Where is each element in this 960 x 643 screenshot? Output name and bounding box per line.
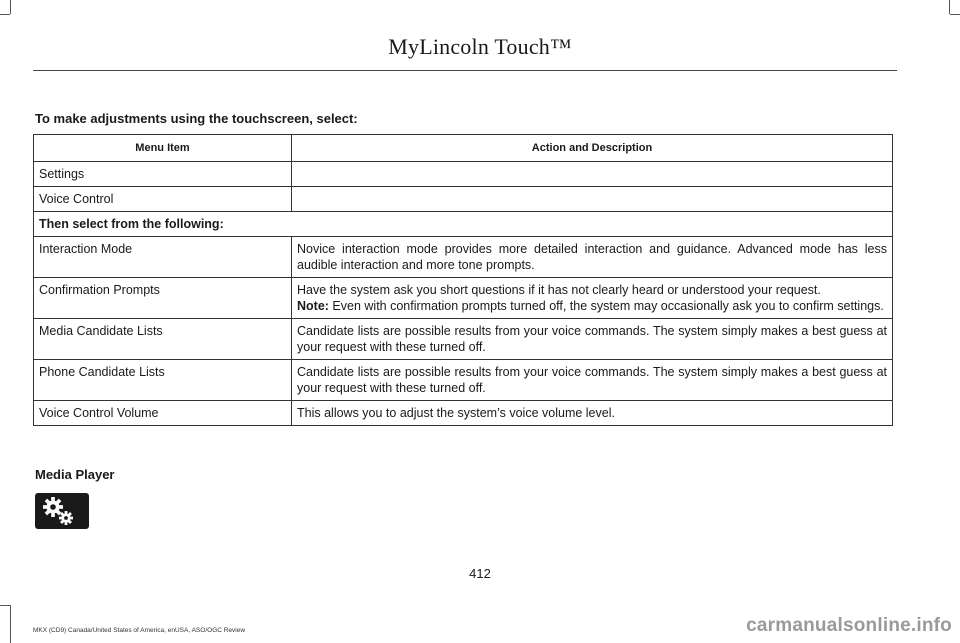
gears-icon xyxy=(35,493,89,529)
menu-item: Voice Control Volume xyxy=(34,401,292,426)
crop-mark xyxy=(949,0,950,14)
table-row xyxy=(34,162,893,187)
menu-table xyxy=(33,134,893,426)
section-heading: Media Player xyxy=(35,467,115,482)
table-header-row xyxy=(34,135,893,162)
empty-cell xyxy=(292,187,893,212)
item-description-cell xyxy=(292,278,893,319)
table-row xyxy=(34,237,893,278)
table-row xyxy=(34,319,893,360)
menu-item: Interaction Mode xyxy=(34,237,292,278)
header-divider xyxy=(33,70,897,71)
crop-mark xyxy=(950,14,960,15)
item-description: Candidate lists are possible results from your voice commands. The system simply makes a best guess at your request with these turned off. xyxy=(292,360,893,401)
table-section-row xyxy=(34,212,893,237)
section-row-label: Then select from the following: xyxy=(34,212,893,237)
settings-gears-icon xyxy=(35,493,89,529)
table-row xyxy=(34,401,893,426)
item-description: This allows you to adjust the system’s voice volume level. xyxy=(292,401,893,426)
table-row xyxy=(34,360,893,401)
watermark: carmanualsonline.info xyxy=(746,615,952,636)
note-label: Note: xyxy=(297,299,329,313)
table-row xyxy=(34,278,893,319)
menu-item-settings: Settings xyxy=(34,162,292,187)
menu-item-voice-control: Voice Control xyxy=(34,187,292,212)
note-text: Even with confirmation prompts turned off, the system may occasionally ask you to confirm settings. xyxy=(328,299,884,313)
item-description: Novice interaction mode provides more detailed interaction and guidance. Advanced mode has less audible interaction and more tone prompts. xyxy=(292,237,893,278)
intro-text: To make adjustments using the touchscreen, select: xyxy=(35,111,358,126)
menu-item: Phone Candidate Lists xyxy=(34,360,292,401)
empty-cell xyxy=(292,162,893,187)
column-header-menu-item: Menu Item xyxy=(34,135,292,162)
table-row xyxy=(34,187,893,212)
crop-mark xyxy=(10,0,11,14)
page-number: 412 xyxy=(469,566,491,581)
footer-text: MKX (CD9) Canada/United States of America, enUSA, ASO/OGC Review xyxy=(33,627,246,634)
menu-item: Confirmation Prompts xyxy=(34,278,292,319)
crop-mark xyxy=(0,605,10,606)
page-title: MyLincoln Touch™ xyxy=(388,34,572,59)
crop-mark xyxy=(10,605,11,643)
item-description: Have the system ask you short questions if it has not clearly heard or understood your request. xyxy=(297,283,821,297)
column-header-action: Action and Description xyxy=(292,135,893,162)
note xyxy=(297,298,887,314)
menu-item: Media Candidate Lists xyxy=(34,319,292,360)
crop-mark xyxy=(0,14,10,15)
item-description: Candidate lists are possible results from your voice commands. The system simply makes a best guess at your request with these turned off. xyxy=(292,319,893,360)
